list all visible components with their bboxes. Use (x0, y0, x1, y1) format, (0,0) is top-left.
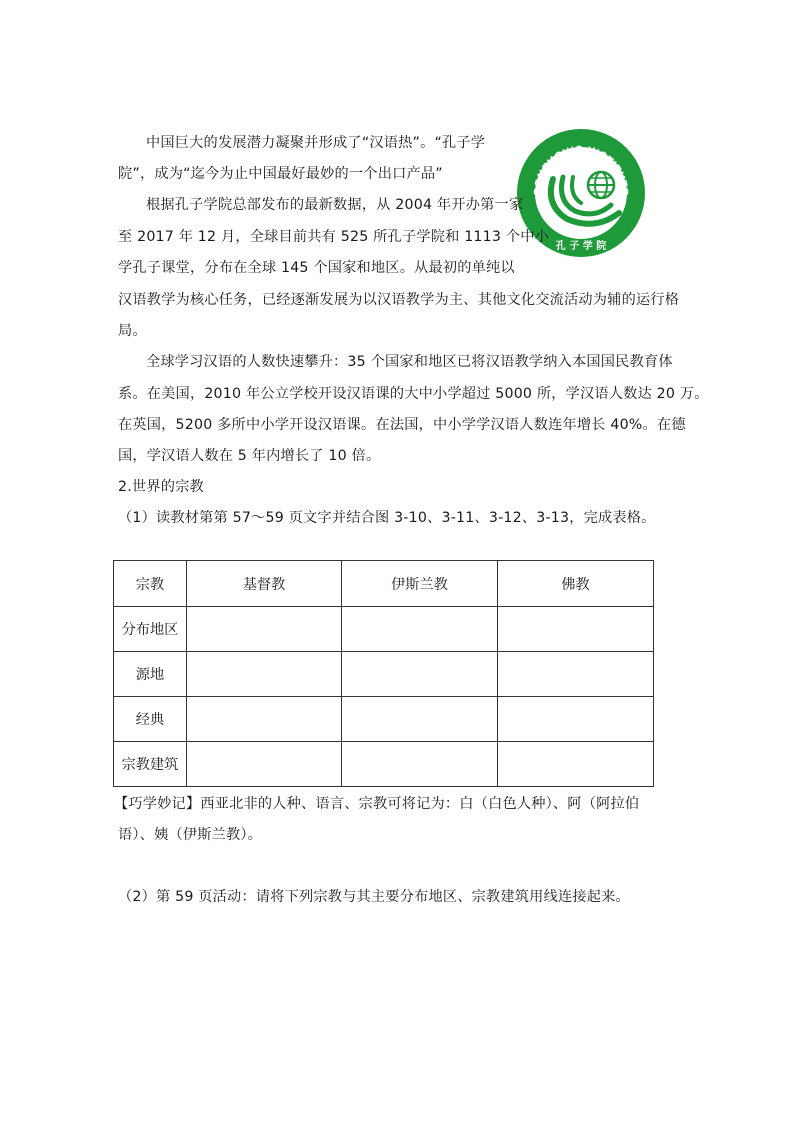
paragraph-line: 在英国，5200 多所中小学开设汉语课。在法国，中小学学汉语人数连年增长 40%。在德 (118, 417, 686, 433)
table-cell[interactable] (187, 742, 342, 787)
row-label: 分布地区 (114, 607, 187, 652)
memory-tip-line: 【巧学妙记】西亚北非的人种、语言、宗教可将记为：白（白色人种）、阿（阿拉伯 (114, 796, 640, 812)
row-label: 源地 (114, 652, 187, 697)
paragraph-line: 根据孔子学院总部发布的最新数据，从 2004 年开办第一家 (146, 197, 524, 213)
table-cell[interactable] (498, 742, 654, 787)
paragraph-line: 院”，成为“迄今为止中国最好最妙的一个出口产品” (118, 166, 443, 182)
paragraph-line: 系。在美国，2010 年公立学校开设汉语课的大中小学超过 5000 所，学汉语人数达 20 万。 (118, 386, 709, 402)
activity-instruction: （2）第 59 页活动：请将下列宗教与其主要分布地区、宗教建筑用线连接起来。 (118, 889, 630, 905)
paragraph-line: 国，学汉语人数在 5 年内增长了 10 倍。 (118, 448, 381, 464)
table-header-cell: 佛教 (498, 561, 654, 607)
table-cell[interactable] (342, 742, 498, 787)
table-row (114, 652, 654, 697)
table-header-cell: 伊斯兰教 (342, 561, 498, 607)
paragraph-line: 局。 (118, 323, 147, 339)
table-header-cell: 宗教 (114, 561, 187, 607)
table-cell[interactable] (187, 652, 342, 697)
paragraph-line: 汉语教学为核心任务，已经逐渐发展为以汉语教学为主、其他文化交流活动为辅的运行格 (118, 292, 680, 308)
paragraph-line: 中国巨大的发展潜力凝聚并形成了“汉语热”。“孔子学 (146, 135, 486, 151)
table-cell[interactable] (342, 652, 498, 697)
paragraph-line: 学孔子课堂，分布在全球 145 个国家和地区。从最初的单纯以 (118, 260, 515, 276)
religion-table (113, 560, 654, 787)
table-cell[interactable] (498, 652, 654, 697)
svg-text:孔 子 学 院: 孔 子 学 院 (555, 241, 607, 252)
table-cell[interactable] (342, 607, 498, 652)
paragraph-line: 至 2017 年 12 月，全球目前共有 525 所孔子学院和 1113 个中小 (118, 229, 549, 245)
table-header-cell: 基督教 (187, 561, 342, 607)
table-row (114, 607, 654, 652)
table-cell[interactable] (498, 697, 654, 742)
section-instruction: （1）读教材第第 57～59 页文字并结合图 3-10、3-11、3-12、3-13，完成表格。 (118, 510, 656, 526)
row-label: 宗教建筑 (114, 742, 187, 787)
row-label: 经典 (114, 697, 187, 742)
table-cell[interactable] (498, 607, 654, 652)
table-cell[interactable] (187, 697, 342, 742)
section-heading: 2.世界的宗教 (118, 479, 204, 495)
table-row (114, 742, 654, 787)
table-row (114, 697, 654, 742)
table-cell[interactable] (342, 697, 498, 742)
table-header-row (114, 561, 654, 607)
paragraph-line: 全球学习汉语的人数快速攀升：35 个国家和地区已将汉语教学纳入本国国民教育体 (146, 354, 673, 370)
table-cell[interactable] (187, 607, 342, 652)
memory-tip-line: 语）、姨（伊斯兰教）。 (118, 827, 263, 843)
svg-text:CONFUCIUS INSTITUTE: CONFUCIUS INSTITUTE (531, 143, 631, 196)
